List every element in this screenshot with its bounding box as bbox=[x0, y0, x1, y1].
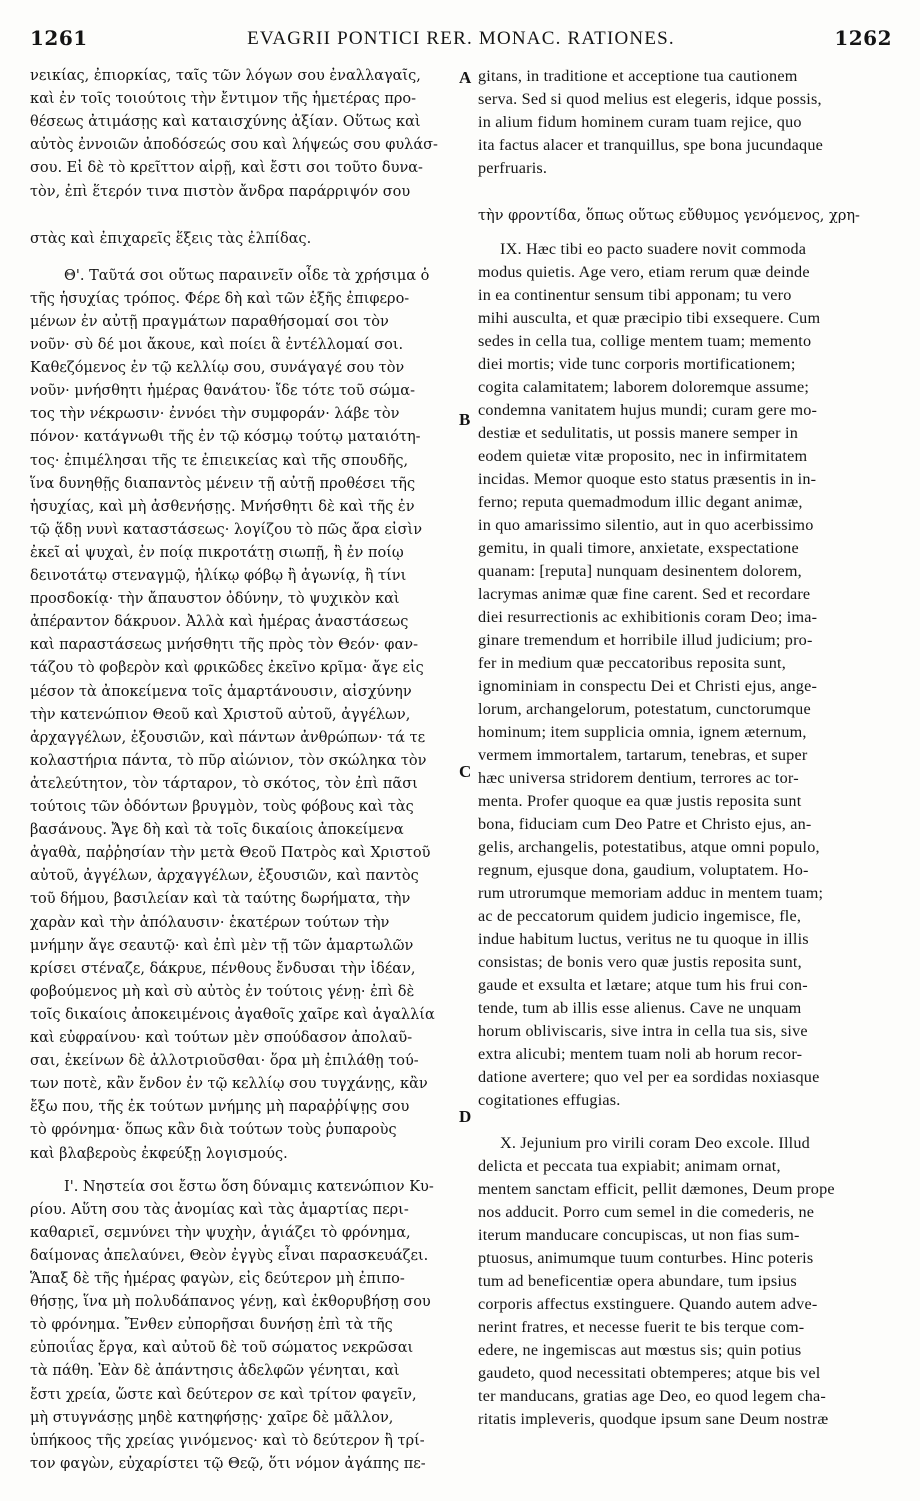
greek-text-line: τοῖς δικαίοις ἀποκειμένοις ἀγαθοῖς χαῖρε καὶ ἀγαλλία bbox=[30, 1006, 435, 1023]
greek-text-line: βασάνους. Ἄγε δὴ καὶ τὰ τοῖς δικαίοις ἀποκείμενα bbox=[30, 822, 404, 839]
latin-text-line: nos adducit. Porro cum semel in die comederis, ne bbox=[478, 1203, 815, 1221]
latin-text-line: X. Jejunium pro virili coram Deo excole. Illud bbox=[500, 1134, 810, 1152]
greek-text-line: εὐποιΐας ἔργα, καὶ αὐτοῦ δὲ τοῦ σώματος νεκρῶσαι bbox=[30, 1340, 414, 1357]
greek-text-line: ἔστι χρεία, ὥστε καὶ δεύτερον σε καὶ τρίτον φαγεῖν, bbox=[30, 1386, 417, 1403]
latin-text-line: gitans, in traditione et acceptione tua cautionem bbox=[478, 67, 798, 85]
greek-text-line: τὸν, ἐπὶ ἕτερόν τινα πιστὸν ἄνδρα παράρριψόν σου bbox=[30, 183, 411, 200]
latin-text-line: ac de peccatorum quidem judicio ingemisce, fle, bbox=[478, 907, 802, 925]
latin-text-line: indue habitum luctus, veritus ne tu quoque in illis bbox=[478, 930, 809, 948]
latin-text-line: ignominiam in conspectu Dei et Christi ejus, ange- bbox=[478, 677, 818, 695]
greek-text-line: θήσῃς, ἵνα μὴ πολυδάπανος γένῃ, καὶ ἐκθορυβήσῃ σου bbox=[30, 1294, 431, 1311]
latin-text-line: condemna vanitatem hujus mundi; curam gere mo- bbox=[478, 401, 818, 419]
latin-text-line: lacrymas animæ quæ fine carent. Sed et recordare bbox=[478, 585, 811, 603]
greek-text-line: καθαριεῖ, σεμνύνει τὴν ψυχὴν, ἁγιάζει τὸ φρόνημα, bbox=[30, 1224, 411, 1241]
greek-text-line: καὶ παραστάσεως μνήσθητι τῆς πρὸς τὸν Θεόν· φαν- bbox=[30, 637, 418, 654]
latin-text-line: datione avertere; quo vel per ea sordidas noxiasque bbox=[478, 1068, 820, 1086]
latin-text-line: iterum manducare concupiscas, ut non fias sum- bbox=[478, 1226, 800, 1244]
latin-text-line: tum ad beneficentiæ opera abundare, tum ipsius bbox=[478, 1272, 797, 1290]
greek-text-line: Καθεζόμενος ἐν τῷ κελλίῳ σου, συνάγαγέ σου τὸν bbox=[30, 360, 405, 377]
greek-text-line: δαίμονας ἀπελαύνει, Θεὸν ἐγγὺς εἶναι παρασκευάζει. bbox=[30, 1247, 429, 1264]
greek-text-line: Θ'. Ταῦτά σοι οὕτως παραινεῖν οἶδε τὰ χρήσιμα ὁ bbox=[64, 267, 430, 284]
greek-text-line: προσδοκίᾳ· τὴν ἄπαυστον ὀδύνην, τὸ ψυχικὸν καὶ bbox=[30, 591, 400, 608]
latin-text-line: lorum, archangelorum, potestatum, cunctorumque bbox=[478, 700, 811, 718]
latin-text-line: gemitu, in quali timore, anxietate, exspectatione bbox=[478, 539, 799, 557]
latin-text-line: diei resurrectionis ac exhibitionis coram Deo; ima- bbox=[478, 608, 818, 626]
greek-text-line: μέσον τὰ ἀποκείμενα τοῖς ἁμαρτάνουσιν, αἰσχύνην bbox=[30, 683, 412, 700]
greek-text-line: κολαστήρια πάντα, τὸ πῦρ αἰώνιον, τὸν σκώληκα τὸν bbox=[30, 752, 427, 769]
latin-text-line: quanam: [reputa] nunquam desinentem dolorem, bbox=[478, 562, 802, 580]
latin-text-line: menta. Profer quoque ea quæ justis reposita sunt bbox=[478, 792, 802, 810]
greek-text-line: ἔξω που, τῆς ἐκ τούτων μνήμης μὴ παραῤῥίψῃς σου bbox=[30, 1099, 410, 1116]
greek-text-line: καὶ εὐφραίνου· καὶ τούτων μὲν σπούδασον ἀπολαῦ- bbox=[30, 1030, 413, 1046]
page-number-right: 1262 bbox=[834, 26, 892, 50]
latin-text-line: serva. Sed si quod melius est elegeris, idque possis, bbox=[478, 90, 822, 108]
greek-text-line: στὰς καὶ ἐπιχαρεῖς ἕξεις τὰς ἐλπίδας. bbox=[30, 230, 312, 247]
greek-text-line: νοῦν· μνήσθητι ἡμέρας θανάτου· ἴδε τότε τοῦ σώμα- bbox=[30, 383, 415, 400]
latin-text-line: destiæ et sedulitatis, ut possis manere semper in bbox=[478, 424, 799, 442]
greek-text-line: τοῦ δήμου, βασιλείαν καὶ τὰ ταύτης δωρήματα, τὴν bbox=[30, 891, 411, 908]
latin-text-line: ptuosus, animumque tuum conturbes. Hinc poteris bbox=[478, 1249, 814, 1267]
page-number-left: 1261 bbox=[30, 26, 88, 50]
greek-text-line: τος τὴν νέκρωσιν· ἐννόει τὴν συμφοράν· λάβε τὸν bbox=[30, 406, 400, 423]
greek-text-line: τάζου τὸ φοβερὸν καὶ φρικῶδες ἐκεῖνο κρῖμα· ἄγε εἰς bbox=[30, 660, 424, 677]
greek-text-line: χαρὰν καὶ τὴν ἀπόλαυσιν· ἑκατέρων τούτων τὴν bbox=[30, 914, 390, 931]
running-header bbox=[30, 26, 892, 56]
latin-text-line: delicta et peccata tua expiabit; animam ornat, bbox=[478, 1157, 781, 1175]
greek-text-line: αὐτὸς ἐννοιῶν ἀποδόσεώς σου καὶ λήψεώς σου φυλάσ- bbox=[30, 137, 438, 154]
latin-text-line: ferno; reputa quemadmodum illic degant animæ, bbox=[478, 493, 803, 511]
latin-text-line: hominum; item supplicia omnia, ignem æternum, bbox=[478, 723, 807, 741]
latin-text-line: in alium fidum hominem curam tuam rejice, quo bbox=[478, 113, 802, 131]
greek-text-line: τὴν κατενώπιον Θεοῦ καὶ Χριστοῦ αὐτοῦ, ἀγγέλων, bbox=[30, 706, 411, 723]
greek-text-line: καὶ βλαβεροὺς ἐκφεύξῃ λογισμούς. bbox=[30, 1145, 288, 1162]
latin-text-line: edere, ne ingemiscas aut mœstus sis; quin potius bbox=[478, 1341, 802, 1359]
latin-text-line: perfruaris. bbox=[478, 159, 548, 177]
greek-text-line: αὐτοῦ, ἀγγέλων, ἀρχαγγέλων, ἐξουσιῶν, καὶ παντὸς bbox=[30, 868, 419, 885]
latin-text-line: bona, fiduciam cum Deo Patre et Christo ejus, an- bbox=[478, 815, 812, 833]
greek-text-line: δεινοτάτῳ στεναγμῷ, ἡλίκῳ φόβῳ ἢ ἀγωνίᾳ, ἢ τίνι bbox=[30, 568, 407, 584]
greek-text-line: νεικίας, ἐπιορκίας, ταῖς τῶν λόγων σου ἐναλλαγαῖς, bbox=[30, 68, 421, 84]
latin-text-line: gelis, archangelis, potestatibus, atque omni populo, bbox=[478, 838, 820, 856]
latin-text-line: eodem quietæ vitæ proposito, nec in infirmitatem bbox=[478, 447, 808, 465]
greek-text-line: κρίσει στέναζε, δάκρυε, πένθους ἔνδυσαι τὴν ἰδέαν, bbox=[30, 960, 416, 977]
greek-text-line: ἀρχαγγέλων, ἐξουσιῶν, καὶ πάντων ἀνθρώπων· τά τε bbox=[30, 729, 426, 746]
latin-text-line: tende, tum ab illis esse alienus. Cave ne unquam bbox=[478, 999, 802, 1017]
greek-text-line: τον φαγὼν, εὐχαρίστει τῷ Θεῷ, ὅτι νόμον ἀγάπης πε- bbox=[30, 1455, 426, 1472]
latin-text-line: in ea continentur sensum tibi apponam; tu vero bbox=[478, 286, 792, 304]
greek-text-line: τούτοις τῶν ὀδόντων βρυγμὸν, τοὺς φόβους καὶ τὰς bbox=[30, 799, 414, 815]
greek-text-line: πόνον· κατάγνωθι τῆς ἐν τῷ κόσμῳ τούτῳ ματαιότη- bbox=[30, 429, 421, 446]
margin-letter-d: D bbox=[459, 1107, 472, 1126]
greek-text-line: τὸ φρόνημα· ὅπως κἂν διὰ τούτων τοὺς ῥυπαροὺς bbox=[30, 1122, 397, 1139]
greek-text-line: μὴ στυγνάσῃς μηδὲ κατηφήσῃς· χαῖρε δὲ μᾶλλον, bbox=[30, 1409, 394, 1426]
latin-text-line: hæc universa stridorem dentium, terrores ac tor- bbox=[478, 769, 799, 787]
greek-text-line: ρίου. Αὕτη σου τὰς ἀνομίας καὶ τὰς ἁμαρτίας περι- bbox=[30, 1201, 409, 1218]
latin-text-line: ter manducans, gratias age Deo, eo quod legem cha- bbox=[478, 1387, 827, 1405]
latin-text-line: cogita calamitatem; laborem doloremque assume; bbox=[478, 378, 810, 396]
latin-text-line: fer in medium quæ peccatoribus reposita sunt, bbox=[478, 654, 786, 672]
latin-text-line: ritatis impleveris, quodque ipsum sane Deum nostræ bbox=[478, 1410, 829, 1428]
latin-text-line: gaudeto, quod necessitati obtemperes; atque bis vel bbox=[478, 1364, 821, 1382]
greek-text-line: ὑπήκοος τῆς χρείας γινόμενος· καὶ τὸ δεύτερον ἢ τρί- bbox=[30, 1432, 425, 1449]
margin-letter-a: A bbox=[459, 68, 472, 87]
latin-text-line: incidas. Memor quoque esto status præsentis in in- bbox=[478, 470, 817, 488]
latin-text-line: modus quietis. Age vero, etiam rerum quæ deinde bbox=[478, 263, 810, 281]
latin-text-line: corporis affectus exstinguere. Quando autem adve- bbox=[478, 1295, 818, 1313]
latin-text-line: regnum, ejusque dona, gaudium, voluptatem. Ho- bbox=[478, 861, 809, 879]
latin-text-line: rum utrorumque memoriam adduc in mentem tuam; bbox=[478, 884, 824, 902]
greek-text-line: φοβούμενος μὴ καὶ σὺ αὐτὸς ἐν τούτοις γένῃ· ἐπὶ δὲ bbox=[30, 983, 415, 1000]
greek-text-line: θέσεως ἀτιμάσῃς καὶ καταισχύνης ἀξίαν. Οὕτως καὶ bbox=[30, 114, 421, 131]
latin-text-line: IX. Hæc tibi eo pacto suadere novit commoda bbox=[500, 240, 807, 258]
greek-text-line: Ἅπαξ δὲ τῆς ἡμέρας φαγὼν, εἰς δεύτερον μὴ ἐπιπο- bbox=[30, 1271, 405, 1287]
margin-letter-c: C bbox=[459, 762, 472, 781]
latin-text-line: vermem immortalem, tartarum, tenebras, et super bbox=[478, 746, 808, 764]
greek-text-line: τὸ φρόνημα. Ἔνθεν εὐπορῆσαι δυνήσῃ ἐπὶ τὰ τῆς bbox=[30, 1317, 393, 1334]
greek-text-line: μένων ἐν αὐτῇ πραγμάτων παραθήσομαί σοι τὸν bbox=[30, 313, 389, 330]
greek-text-line: τὰ πάθη. Ἐὰν δὲ ἀπάντησις ἀδελφῶν γένηται, καὶ bbox=[30, 1363, 400, 1380]
greek-text-line: ἀτελεύτητον, τὸν τάρταρον, τὸ σκότος, τὸν ἐπὶ πᾶσι bbox=[30, 775, 418, 792]
latin-text-line: mihi ausculta, et quæ præcipio tibi exsequere. Cum bbox=[478, 309, 821, 327]
greek-text-line: τῷ ᾅδῃ νυνὶ καταστάσεως· λογίζου τὸ πῶς ἄρα εἰσὶν bbox=[30, 521, 423, 538]
greek-text-line: μνήμην ἄγε σεαυτῷ· καὶ ἐπὶ μὲν τῇ τῶν ἁμαρτωλῶν bbox=[30, 937, 414, 954]
greek-text-line: τῆς ἡσυχίας τρόπος. Φέρε δὴ καὶ τῶν ἑξῆς ἐπιφερο- bbox=[30, 290, 410, 307]
latin-text-line: horum obliviscaris, sive intra in cella tua sis, sive bbox=[478, 1022, 808, 1040]
greek-text-line: των ποτὲ, κἂν ἔνδον ἐν τῷ κελλίῳ σου τυγχάνῃς, κἂν bbox=[30, 1076, 428, 1093]
greek-text-line: ἵνα δυνηθῇς διαπαντὸς μένειν τῇ αὐτῇ προθέσει τῆς bbox=[30, 475, 416, 492]
margin-letter-b: B bbox=[459, 410, 471, 429]
latin-text-line: sedes in cella tua, collige mentem tuam; memento bbox=[478, 332, 812, 350]
latin-text-line: extra alicubi; mentem tuam noli ab horum recor- bbox=[478, 1045, 803, 1063]
greek-text-line: νοῦν· σὺ δέ μοι ἄκουε, καὶ ποίει ἃ ἐντέλλομαί σοι. bbox=[30, 337, 404, 353]
greek-text-line: ἀπέραντον δάκρυον. Ἀλλὰ καὶ ἡμέρας ἀναστάσεως bbox=[30, 614, 409, 631]
latin-text-line: nerint fratres, et necesse fuerit te bis terque com- bbox=[478, 1318, 805, 1336]
latin-text-line: ginare tremendum et horribile illud judicium; pro- bbox=[478, 631, 813, 649]
latin-text-line: mentem sanctam efficit, pellit dæmones, Deum prope bbox=[478, 1180, 835, 1198]
latin-text-line: consistas; de bonis vero quæ justis reposita sunt, bbox=[478, 953, 802, 971]
greek-text-line: ἡσυχίας, καὶ μὴ ἀσθενήσῃς. Μνήσθητι δὲ καὶ τῆς ἐν bbox=[30, 498, 415, 515]
greek-text-line: ἐκεῖ αἱ ψυχαὶ, ἐν ποίᾳ πικροτάτῃ σιωπῇ, ἢ ἐν ποίῳ bbox=[30, 544, 404, 561]
greek-continuation-line: τὴν φροντίδα, ὅπως οὕτως εὔθυμος γενόμενος, χρη- bbox=[478, 207, 860, 224]
greek-text-line: σου. Εἰ δὲ τὸ κρεῖττον αἱρῇ, καὶ ἔστι σοι τοῦτο δυνα- bbox=[30, 160, 423, 177]
greek-text-line: σαι, ἐκείνων δὲ ἀλλοτριοῦσθαι· ὅρα μὴ ἐπιλάθῃ τού- bbox=[30, 1053, 419, 1070]
greek-text-line: ἀγαθὰ, παῤῥησίαν τὴν μετὰ Θεοῦ Πατρὸς καὶ Χριστοῦ bbox=[30, 845, 431, 862]
latin-text-line: gaude et exsulta et lætare; atque tum his frui con- bbox=[478, 976, 808, 994]
latin-text-line: in quo amarissimo silentio, aut in quo acerbissimo bbox=[478, 516, 814, 534]
greek-text-line: καὶ ἐν τοῖς τοιούτοις τὴν ἔντιμον τῆς ἡμετέρας προ- bbox=[30, 91, 417, 108]
greek-text-line: Ι'. Νηστεία σοι ἔστω ὅση δύναμις κατενώπιον Κυ- bbox=[64, 1178, 434, 1195]
latin-text-line: ita factus alacer et tranquillus, spe bona jucundaque bbox=[478, 136, 824, 154]
running-title: EVAGRII PONTICI RER. MONAC. RATIONES. bbox=[247, 28, 675, 49]
latin-text-line: cogitationes effugias. bbox=[478, 1091, 621, 1109]
latin-text-line: diei mortis; vide tunc corporis mortificationem; bbox=[478, 355, 796, 373]
greek-text-line: τος· ἐπιμέλησαι τῆς τε ἐπιεικείας καὶ τῆς σπουδῆς, bbox=[30, 452, 409, 469]
